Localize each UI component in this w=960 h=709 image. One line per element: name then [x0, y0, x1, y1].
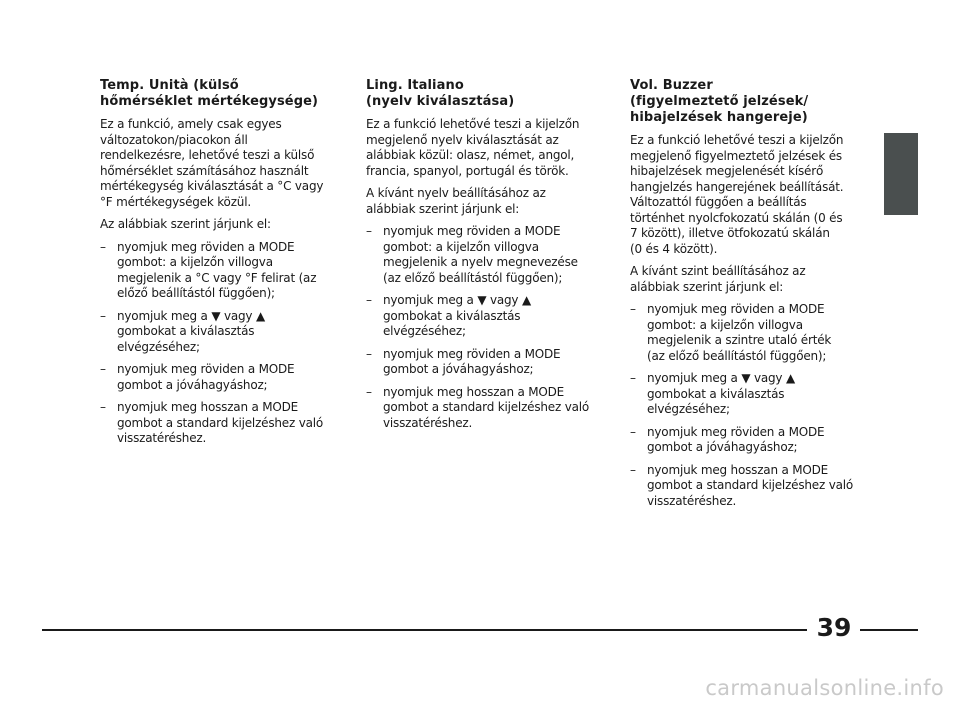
- dash-bullet: –: [366, 346, 372, 361]
- column-language: [366, 78, 606, 438]
- dash-bullet: –: [100, 400, 106, 414]
- dash-bullet: –: [630, 462, 636, 477]
- list-item: [630, 302, 870, 364]
- dash-bullet: –: [100, 308, 106, 323]
- footer-rule-left: [42, 629, 807, 631]
- list-item-text: nyomjuk meg röviden a MODE gombot: a kijelzőn villogva megjelenik a szintre utaló érték (az előző beállítástól függően);: [647, 302, 832, 363]
- dash-bullet: –: [366, 293, 372, 307]
- section-tab-marker: [884, 133, 918, 215]
- list-item: [100, 240, 340, 302]
- section-heading: Ling. Italiano (nyelv kiválasztása): [366, 78, 515, 109]
- dash-bullet: –: [630, 371, 636, 385]
- list-item-text: nyomjuk meg röviden a MODE gombot: a kijelzőn villogva megjelenik a nyelv megnevezése (az előző beállítástól függően);: [383, 224, 578, 285]
- list-item-text: nyomjuk meg a ▼ vagy ▲ gombokat a kiválasztás elvégzéséhez;: [647, 371, 795, 416]
- section-heading: Vol. Buzzer (figyelmeztető jelzések/ hibajelzések hangereje): [630, 78, 809, 125]
- steps-intro: A kívánt szint beállításához az alábbiak szerint járjunk el:: [630, 264, 806, 294]
- dash-bullet: –: [630, 424, 636, 439]
- dash-bullet: –: [366, 384, 372, 399]
- list-item: [366, 385, 606, 432]
- list-item: [366, 347, 606, 378]
- list-item: [100, 362, 340, 393]
- list-item-text: nyomjuk meg a ▼ vagy ▲ gombokat a kiválasztás elvégzéséhez;: [383, 293, 531, 338]
- list-item: [366, 224, 606, 286]
- list-item-text: nyomjuk meg röviden a MODE gombot: a kijelzőn villogva megjelenik a °C vagy °F felirat (az előző beállítástól függően);: [117, 239, 317, 300]
- section-intro: Ez a funkció lehetővé teszi a kijelzőn megjelenő nyelv kiválasztását az alábbiak közül: olasz, német, angol, francia, spanyol, portugál és török.: [366, 117, 580, 178]
- section-heading: Temp. Unità (külső hőmérséklet mértékegysége): [100, 78, 319, 109]
- list-item: [630, 463, 870, 510]
- list-item-text: nyomjuk meg hosszan a MODE gombot a standard kijelzéshez való visszatéréshez.: [647, 462, 854, 508]
- list-item: [100, 400, 340, 447]
- list-item-text: nyomjuk meg röviden a MODE gombot a jóváhagyáshoz;: [117, 362, 295, 392]
- dash-bullet: –: [100, 239, 106, 254]
- list-item: [630, 425, 870, 456]
- list-item-text: nyomjuk meg hosszan a MODE gombot a standard kijelzéshez való visszatéréshez.: [117, 400, 324, 445]
- list-item: [366, 293, 606, 340]
- list-item: [630, 371, 870, 418]
- page-number: 39: [816, 613, 852, 642]
- steps-intro: A kívánt nyelv beállításához az alábbiak szerint járjunk el:: [366, 186, 546, 216]
- column-buzzer-volume: [630, 78, 870, 516]
- column-temp-unit: [100, 78, 340, 454]
- list-item-text: nyomjuk meg röviden a MODE gombot a jóváhagyáshoz;: [383, 346, 561, 376]
- section-intro: Ez a funkció lehetővé teszi a kijelzőn megjelenő figyelmeztető jelzések és hibajelzések megjelenését kísérő hangjelzés hangerejének beállítását. Változattól függően a beállítás történhet nyolcfokozatú skálán (0 és 7 között), illetve ötfokozatú skálán (0 és 4 között).: [630, 133, 844, 256]
- dash-bullet: –: [630, 302, 636, 316]
- list-item-text: nyomjuk meg röviden a MODE gombot a jóváhagyáshoz;: [647, 424, 825, 454]
- watermark: carmanualsonline.info: [705, 676, 944, 700]
- steps-intro: Az alábbiak szerint járjunk el:: [100, 217, 271, 231]
- list-item: [100, 309, 340, 356]
- footer-rule-right: [860, 629, 918, 631]
- list-item-text: nyomjuk meg hosszan a MODE gombot a standard kijelzéshez való visszatéréshez.: [383, 384, 590, 430]
- section-intro: Ez a funkció, amely csak egyes változatokon/piacokon áll rendelkezésre, lehetővé teszi a külső hőmérséklet számításához használt mértékegység kiválasztását a °C vagy °F mértékegységek közül.: [100, 117, 324, 209]
- dash-bullet: –: [100, 362, 106, 376]
- dash-bullet: –: [366, 224, 372, 238]
- list-item-text: nyomjuk meg a ▼ vagy ▲ gombokat a kiválasztás elvégzéséhez;: [117, 308, 265, 354]
